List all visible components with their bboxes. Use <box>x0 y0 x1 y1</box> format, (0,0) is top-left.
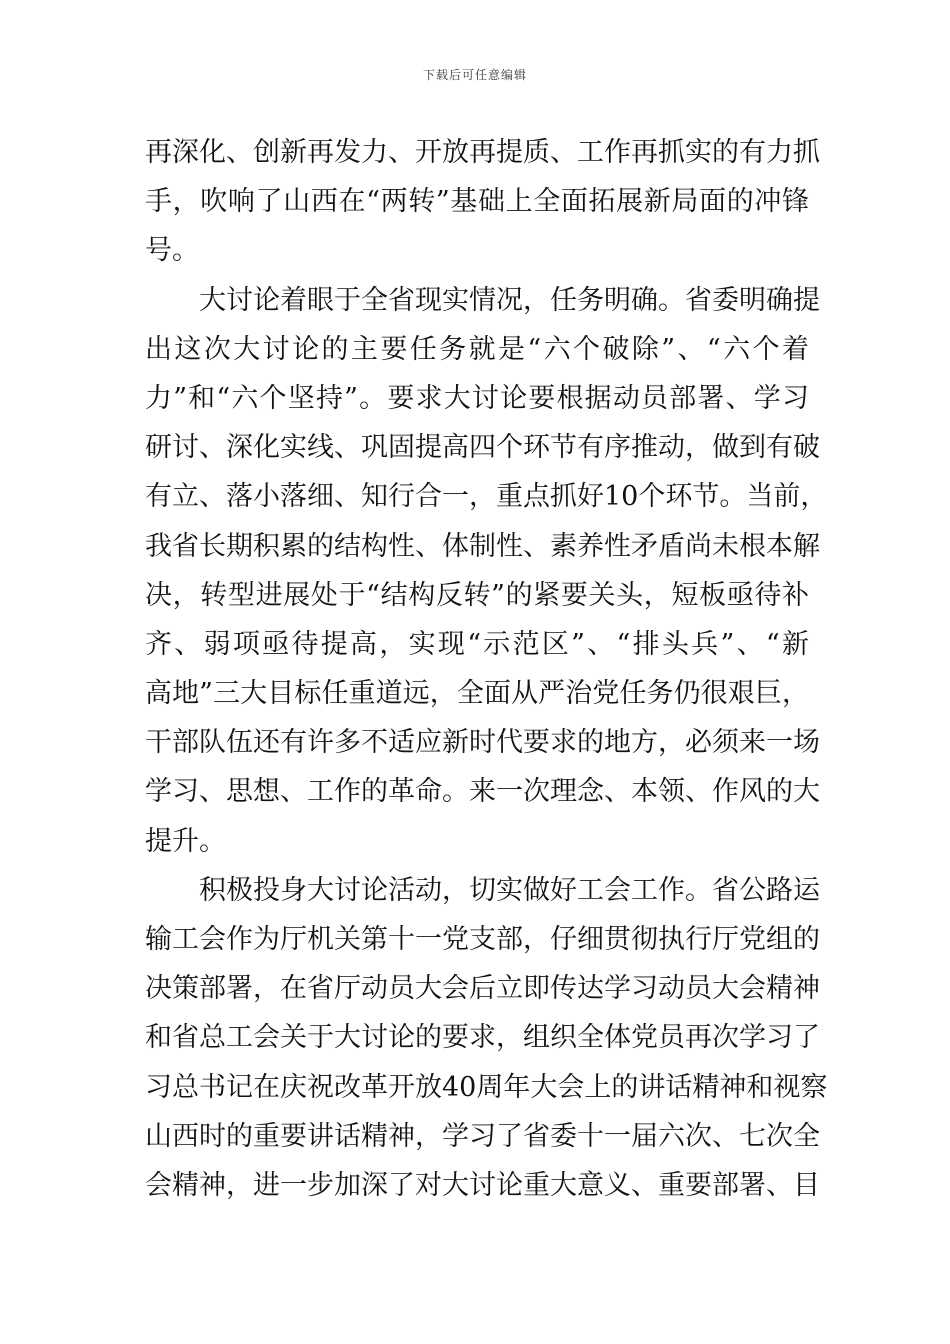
paragraph-line: 手，吹响了山西在“两转”基础上全面拓展新局面的冲锋 <box>145 186 809 218</box>
paragraph-line: 高地”三大目标任重道远，全面从严治党任务仍很艰巨， <box>145 678 809 710</box>
paragraph-line: 山西时的重要讲话精神，学习了省委十一届六次、七次全 <box>145 1120 820 1152</box>
paragraph-line: 有立、落小落细、知行合一，重点抓好10个环节。当前， <box>145 481 828 513</box>
paragraph-line: 输工会作为厅机关第十一党支部，仔细贯彻执行厅党组的 <box>145 924 820 955</box>
paragraph-3 <box>145 866 828 1210</box>
paragraph-2 <box>145 276 828 866</box>
paragraph-line: 决，转型进展处于“结构反转”的紧要关头，短板亟待补 <box>145 579 809 611</box>
paragraph-line: 号。 <box>145 235 199 267</box>
paragraph-line: 干部队伍还有许多不适应新时代要求的地方，必须来一场 <box>145 727 820 759</box>
paragraph-line: 出这次大讨论的主要任务就是“六个破除”、“六个着 <box>145 333 809 365</box>
document-body <box>145 128 828 1210</box>
paragraph-line: 习总书记在庆祝改革开放40周年大会上的讲话精神和视察 <box>145 1071 828 1103</box>
paragraph-line: 我省长期积累的结构性、体制性、素养性矛盾尚未根本解 <box>145 530 820 562</box>
paragraph-line: 提升。 <box>145 825 226 857</box>
paragraph-line: 力”和“六个坚持”。要求大讨论要根据动员部署、学习 <box>145 382 809 414</box>
paragraph-line: 和省总工会关于大讨论的要求，组织全体党员再次学习了 <box>145 1022 820 1054</box>
paragraph-line: 研讨、深化实线、巩固提高四个环节有序推动，做到有破 <box>145 432 820 464</box>
paragraph-line: 齐、弱项亟待提高，实现“示范区”、“排头兵”、“新 <box>145 628 809 660</box>
paragraph-line: 学习、思想、工作的革命。来一次理念、本领、作风的大 <box>145 776 820 808</box>
paragraph-line: 再深化、创新再发力、开放再提质、工作再抓实的有力抓 <box>145 137 820 168</box>
page-header: 下载后可任意编辑 <box>422 68 527 82</box>
paragraph-line: 决策部署，在省厅动员大会后立即传达学习动员大会精神 <box>145 973 820 1005</box>
paragraph-1 <box>145 128 820 276</box>
paragraph-line: 积极投身大讨论活动，切实做好工会工作。省公路运 <box>199 874 820 906</box>
paragraph-line: 会精神，进一步加深了对大讨论重大意义、重要部署、目 <box>145 1169 820 1201</box>
paragraph-line: 大讨论着眼于全省现实情况，任务明确。省委明确提 <box>199 284 820 316</box>
